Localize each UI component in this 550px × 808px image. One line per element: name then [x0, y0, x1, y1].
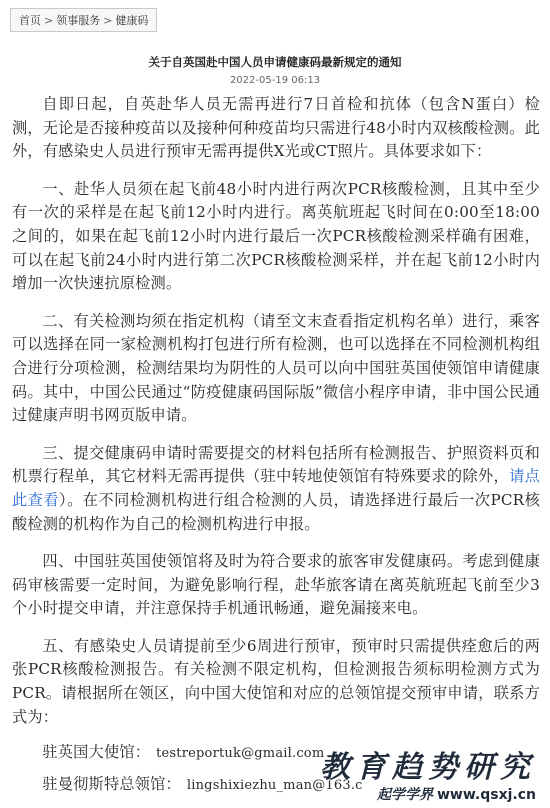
watermark	[320, 742, 536, 804]
paragraph-3-text-before: 三、提交健康码申请时需要提交的材料包括所有检测报告、护照资料页和机票行程单，其它材料无需再提供（驻中转地使领馆有特殊要求的除外，	[12, 443, 540, 486]
watermark-url: www.qsxj.cn	[437, 787, 536, 803]
paragraph-3-text-after: ）。在不同检测机构进行组合检测的人员，请选择进行最后一次PCR核酸检测的机构作为自己的检测机构进行申报。	[12, 490, 540, 533]
paragraph-1: 一、赴华人员须在起飞前48小时内进行两次PCR核酸检测，且其中至少有一次的采样是在起飞前12小时内进行。离英航班起飞时间在0:00至18:00之间的，如果在起飞前12小时内进行最后一次PCR核酸检测采样确有困难，可以在起飞前24小时内进行第二次PCR核酸检测采样，并在起飞前12小时内增加一次快速抗原检测。	[12, 179, 540, 293]
article-date: 2022-05-19 06:13	[229, 75, 321, 86]
contact-label: 驻曼彻斯特总领馆：	[42, 775, 181, 794]
contact-label: 驻英国大使馆：	[42, 743, 151, 762]
paragraph-2: 二、有关检测均须在指定机构（请至文末查看指定机构名单）进行，乘客可以选择在同一家检测机构打包进行所有检测，也可以选择在不同检测机构组合进行分项检测，检测结果均为阴性的人员可以向中国驻英国使领馆申请健康码。其中，中国公民通过“防疫健康码国际版”微信小程序申请，非中国公民通过健康声明书网页版申请。	[12, 311, 540, 425]
contact-email[interactable]: testreportuk@gmail.com	[156, 746, 325, 762]
breadcrumb-separator: >	[103, 14, 113, 27]
view-details-link[interactable]: 请点此查看	[12, 467, 540, 509]
paragraph-5: 五、有感染史人员请提前至少6周进行预审，预审时只需提供痊愈后的两张PCR核酸检测报告。有关检测不限定机构，但检测报告须标明检测方式为PCR。请根据所在领区，向中国大使馆和对应的总领馆提交预审申请，联系方式为：	[12, 636, 540, 726]
breadcrumb-health-code-link[interactable]: 健康码	[115, 14, 149, 27]
watermark-title: 教育趋势研究	[320, 750, 536, 785]
paragraph-3	[12, 442, 540, 536]
breadcrumb-separator: >	[44, 14, 54, 27]
breadcrumb-consular-link[interactable]: 领事服务	[56, 14, 101, 27]
watermark-site	[320, 784, 536, 804]
breadcrumb	[10, 8, 157, 32]
breadcrumb-home-link[interactable]: 首页	[19, 14, 41, 27]
intro-paragraph: 自即日起，自英赴华人员无需再进行7日首检和抗体（包含N蛋白）检测，无论是否接种疫苗以及接种何种疫苗均只需进行48小时内双核酸检测。此外，有感染史人员进行预审无需再提供X光或CT照片。具体要求如下：	[12, 95, 540, 161]
article-title: 关于自英国赴中国人员申请健康码最新规定的通知	[148, 55, 402, 69]
contact-email[interactable]: lingshixiezhu_man@163.c	[186, 778, 363, 794]
watermark-brand: 起学学界	[377, 787, 433, 803]
article-body	[12, 93, 540, 801]
paragraph-4: 四、中国驻英国使领馆将及时为符合要求的旅客审发健康码。考虑到健康码审核需要一定时间，为避免影响行程，赴华旅客请在离英航班起飞前至少3个小时提交申请，并注意保持手机通讯畅通，避免漏接来电。	[12, 552, 540, 618]
